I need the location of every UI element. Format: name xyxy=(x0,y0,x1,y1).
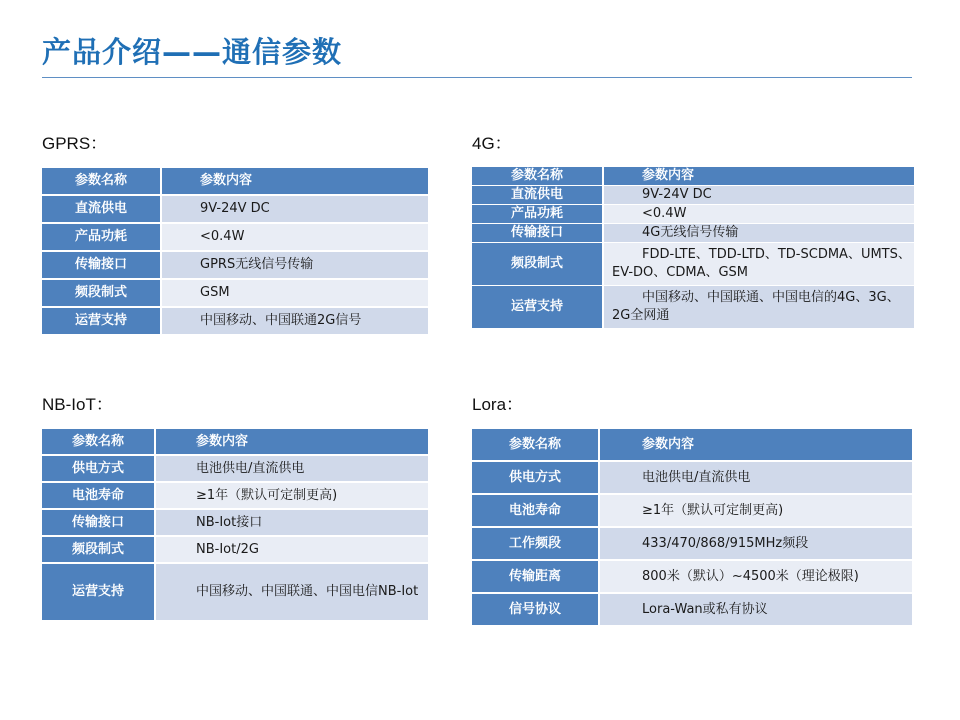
param-value-cell: 电池供电/直流供电 xyxy=(600,462,912,493)
table-row xyxy=(42,537,428,562)
header-param-content: 参数内容 xyxy=(162,168,428,194)
param-name-cell: 电池寿命 xyxy=(42,483,156,508)
gprs-section xyxy=(42,134,428,336)
table-row xyxy=(42,280,428,306)
table-row xyxy=(472,594,912,625)
header-param-content: 参数内容 xyxy=(156,429,428,454)
param-value-cell: ≥1年（默认可定制更高) xyxy=(156,483,428,508)
param-value-cell: GSM xyxy=(162,280,428,306)
table-row xyxy=(472,186,914,204)
param-name-cell: 频段制式 xyxy=(42,537,156,562)
table-row xyxy=(42,224,428,250)
4g-spec-table xyxy=(472,166,914,329)
table-row xyxy=(42,252,428,278)
table-row xyxy=(472,462,912,493)
param-name-cell: 电池寿命 xyxy=(472,495,600,526)
table-row xyxy=(472,224,914,242)
param-value-cell: 800米（默认）~4500米（理论极限) xyxy=(600,561,912,592)
param-name-cell: 传输接口 xyxy=(42,510,156,535)
table-row xyxy=(472,561,912,592)
table-row xyxy=(42,308,428,334)
table-header-row xyxy=(472,429,912,460)
param-value-cell: FDD-LTE、TDD-LTD、TD-SCDMA、UMTS、EV-DO、CDMA、GSM xyxy=(604,243,914,285)
param-name-cell: 直流供电 xyxy=(42,196,162,222)
param-name-cell: 运营支持 xyxy=(42,308,162,334)
param-name-cell: 频段制式 xyxy=(42,280,162,306)
param-value-cell: 9V-24V DC xyxy=(604,186,914,204)
param-value-cell: NB-Iot/2G xyxy=(156,537,428,562)
param-value-cell: 4G无线信号传输 xyxy=(604,224,914,242)
param-name-cell: 传输接口 xyxy=(42,252,162,278)
param-name-cell: 传输距离 xyxy=(472,561,600,592)
param-name-cell: 供电方式 xyxy=(472,462,600,493)
page-title: 产品介绍——通信参数 xyxy=(42,35,343,69)
nbiot-spec-table xyxy=(42,427,428,622)
nbiot-section xyxy=(42,395,428,622)
param-name-cell: 直流供电 xyxy=(472,186,604,204)
param-name-cell: 信号协议 xyxy=(472,594,600,625)
param-name-cell: 供电方式 xyxy=(42,456,156,481)
header-param-name: 参数名称 xyxy=(42,429,156,454)
lora-label: Lora： xyxy=(472,395,524,414)
param-value-cell: 中国移动、中国联通、中国电信NB-Iot xyxy=(156,564,428,620)
table-header-row xyxy=(42,429,428,454)
param-name-cell: 运营支持 xyxy=(42,564,156,620)
table-header-row xyxy=(42,168,428,194)
table-row xyxy=(472,528,912,559)
param-name-cell: 产品功耗 xyxy=(472,205,604,223)
4g-section xyxy=(472,134,914,329)
table-row xyxy=(472,286,914,328)
header-param-name: 参数名称 xyxy=(472,429,600,460)
lora-section xyxy=(472,395,912,627)
gprs-spec-table xyxy=(42,166,428,336)
param-name-cell: 工作频段 xyxy=(472,528,600,559)
table-row xyxy=(472,495,912,526)
param-name-cell: 产品功耗 xyxy=(42,224,162,250)
lora-spec-table xyxy=(472,427,912,627)
header-param-name: 参数名称 xyxy=(42,168,162,194)
param-value-cell: GPRS无线信号传输 xyxy=(162,252,428,278)
param-value-cell: Lora-Wan或私有协议 xyxy=(600,594,912,625)
table-header-row xyxy=(472,167,914,185)
param-value-cell: 中国移动、中国联通、中国电信的4G、3G、2G全网通 xyxy=(604,286,914,328)
4g-label: 4G： xyxy=(472,134,512,153)
param-value-cell: ≥1年（默认可定制更高) xyxy=(600,495,912,526)
param-value-cell: 电池供电/直流供电 xyxy=(156,456,428,481)
param-value-cell: <0.4W xyxy=(604,205,914,223)
gprs-label: GPRS： xyxy=(42,134,108,153)
table-row xyxy=(42,196,428,222)
param-value-cell: 9V-24V DC xyxy=(162,196,428,222)
nbiot-label: NB-IoT： xyxy=(42,395,113,414)
param-name-cell: 频段制式 xyxy=(472,243,604,285)
header-param-content: 参数内容 xyxy=(600,429,912,460)
table-row xyxy=(42,510,428,535)
param-value-cell: NB-Iot接口 xyxy=(156,510,428,535)
title-divider xyxy=(42,77,912,78)
param-name-cell: 传输接口 xyxy=(472,224,604,242)
param-name-cell: 运营支持 xyxy=(472,286,604,328)
param-value-cell: 中国移动、中国联通2G信号 xyxy=(162,308,428,334)
table-row xyxy=(472,243,914,285)
table-row xyxy=(42,456,428,481)
param-value-cell: <0.4W xyxy=(162,224,428,250)
param-value-cell: 433/470/868/915MHz频段 xyxy=(600,528,912,559)
table-row xyxy=(42,483,428,508)
table-row xyxy=(472,205,914,223)
header-param-name: 参数名称 xyxy=(472,167,604,185)
header-param-content: 参数内容 xyxy=(604,167,914,185)
table-row xyxy=(42,564,428,620)
